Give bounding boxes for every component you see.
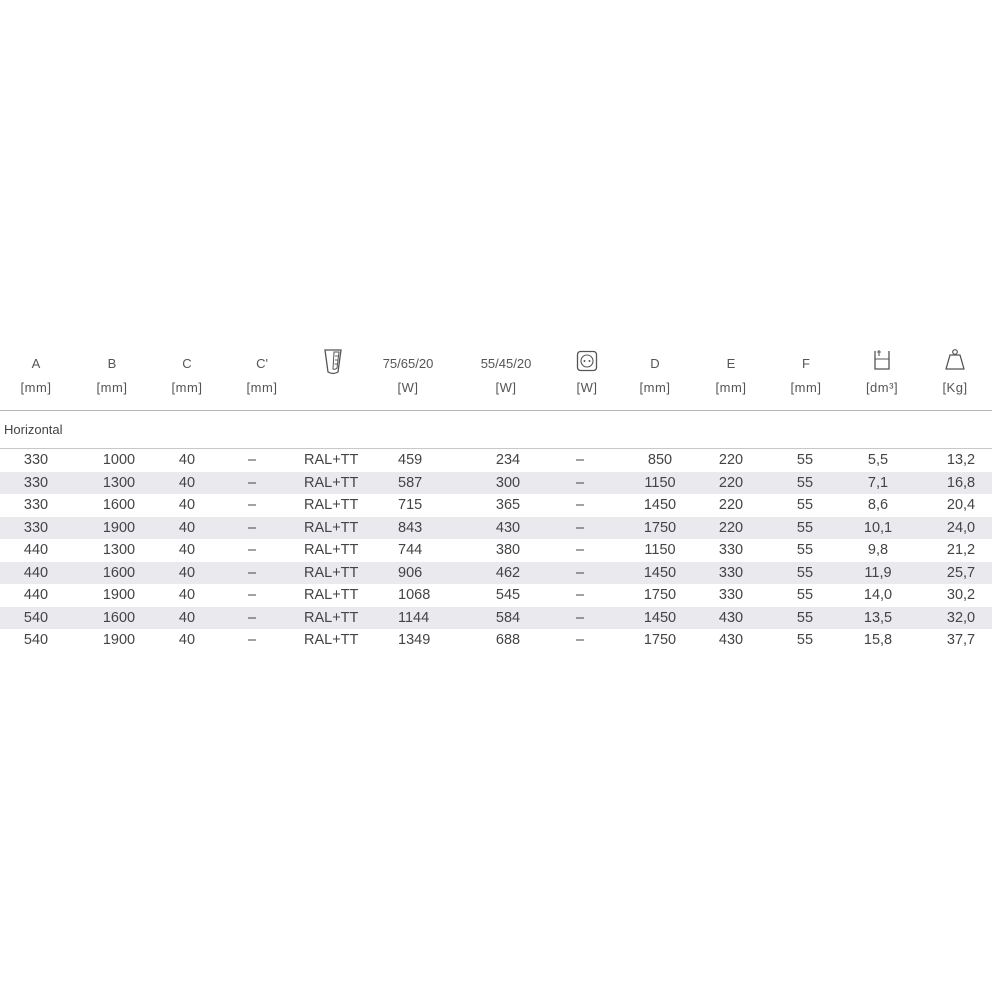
weight-icon bbox=[944, 348, 966, 377]
cell-c-prime: – bbox=[247, 632, 257, 648]
table-row bbox=[0, 449, 992, 472]
cell-d: 850 bbox=[647, 452, 673, 468]
cell-electric: – bbox=[575, 564, 585, 581]
table-row bbox=[0, 539, 992, 562]
cell-c: 40 bbox=[178, 564, 196, 581]
cell-c: 40 bbox=[178, 632, 196, 648]
cell-finish: RAL+TT bbox=[304, 632, 359, 648]
cell-c: 40 bbox=[178, 609, 196, 626]
cell-finish: RAL+TT bbox=[304, 564, 359, 581]
cell-e: 330 bbox=[718, 587, 744, 603]
header-f-unit: [mm] bbox=[790, 380, 822, 395]
header-c-name: C bbox=[182, 356, 192, 371]
header-a-name: A bbox=[31, 356, 41, 371]
cell-output-55: 462 bbox=[495, 564, 521, 581]
table-row bbox=[0, 494, 992, 517]
cell-d: 1750 bbox=[643, 519, 677, 536]
cell-electric: – bbox=[575, 452, 585, 468]
section-label: Horizontal bbox=[4, 422, 63, 437]
table-header bbox=[0, 340, 992, 411]
cell-d: 1450 bbox=[643, 497, 677, 513]
cell-output-75: 1349 bbox=[398, 632, 431, 648]
header-d-unit: [mm] bbox=[639, 380, 671, 395]
header-output-55-name: 55/45/20 bbox=[480, 356, 532, 371]
cell-finish: RAL+TT bbox=[304, 497, 359, 513]
header-output-75-unit: [W] bbox=[397, 380, 419, 395]
cell-a: 330 bbox=[23, 497, 49, 513]
table-row bbox=[0, 584, 992, 607]
cell-water: 15,8 bbox=[863, 632, 893, 648]
header-c-prime-unit: [mm] bbox=[246, 380, 278, 395]
cell-water: 14,0 bbox=[863, 587, 893, 603]
cell-output-55: 584 bbox=[495, 609, 521, 626]
cell-b: 1600 bbox=[102, 609, 136, 626]
cell-d: 1150 bbox=[644, 474, 676, 491]
cell-a: 540 bbox=[23, 632, 49, 648]
header-e-unit: [mm] bbox=[715, 380, 747, 395]
cell-c: 40 bbox=[178, 519, 196, 536]
cell-electric: – bbox=[575, 474, 585, 491]
cell-finish: RAL+TT bbox=[304, 474, 359, 491]
cell-weight: 21,2 bbox=[946, 542, 976, 558]
cell-electric: – bbox=[575, 609, 585, 626]
cell-c-prime: – bbox=[247, 587, 257, 603]
cell-e: 220 bbox=[718, 474, 744, 491]
table-row bbox=[0, 517, 992, 540]
color-finish-icon bbox=[322, 348, 344, 381]
cell-f: 55 bbox=[796, 497, 814, 513]
cell-a: 330 bbox=[23, 452, 49, 468]
cell-output-55: 365 bbox=[495, 497, 521, 513]
cell-e: 220 bbox=[718, 519, 744, 536]
cell-weight: 37,7 bbox=[946, 632, 976, 648]
cell-e: 220 bbox=[718, 452, 744, 468]
cell-f: 55 bbox=[796, 452, 814, 468]
cell-weight: 32,0 bbox=[946, 609, 976, 626]
cell-water: 11,9 bbox=[864, 564, 892, 581]
cell-c-prime: – bbox=[247, 519, 257, 536]
header-f-name: F bbox=[802, 356, 810, 371]
cell-electric: – bbox=[575, 542, 585, 558]
cell-output-75: 459 bbox=[398, 452, 423, 468]
cell-water: 7,1 bbox=[867, 474, 889, 491]
cell-a: 440 bbox=[23, 542, 49, 558]
table-row bbox=[0, 562, 992, 585]
cell-c-prime: – bbox=[247, 452, 257, 468]
header-b-unit: [mm] bbox=[96, 380, 128, 395]
cell-electric: – bbox=[575, 632, 585, 648]
cell-c-prime: – bbox=[247, 474, 257, 491]
cell-c-prime: – bbox=[247, 497, 257, 513]
header-c-prime-name: C' bbox=[256, 356, 268, 371]
cell-b: 1300 bbox=[102, 542, 136, 558]
cell-b: 1600 bbox=[102, 564, 136, 581]
cell-a: 540 bbox=[23, 609, 49, 626]
cell-water: 13,5 bbox=[863, 609, 893, 626]
cell-a: 440 bbox=[23, 587, 49, 603]
cell-c: 40 bbox=[178, 587, 196, 603]
cell-output-75: 906 bbox=[398, 564, 423, 581]
cell-c-prime: – bbox=[247, 564, 257, 581]
cell-f: 55 bbox=[796, 587, 814, 603]
cell-f: 55 bbox=[796, 609, 814, 626]
header-weight-unit: [Kg] bbox=[942, 380, 968, 395]
cell-finish: RAL+TT bbox=[304, 609, 359, 626]
cell-b: 1900 bbox=[102, 519, 136, 536]
cell-c: 40 bbox=[178, 497, 196, 513]
cell-output-55: 688 bbox=[495, 632, 521, 648]
cell-d: 1450 bbox=[643, 564, 677, 581]
cell-electric: – bbox=[575, 497, 585, 513]
cell-output-75: 587 bbox=[398, 474, 423, 491]
cell-c: 40 bbox=[178, 542, 196, 558]
cell-b: 1600 bbox=[102, 497, 136, 513]
cell-c: 40 bbox=[178, 474, 196, 491]
cell-weight: 13,2 bbox=[946, 452, 976, 468]
cell-output-75: 1068 bbox=[398, 587, 431, 603]
cell-b: 1900 bbox=[102, 632, 136, 648]
cell-water: 10,1 bbox=[863, 519, 893, 536]
cell-e: 330 bbox=[718, 542, 744, 558]
cell-output-75: 1144 bbox=[398, 609, 430, 626]
cell-d: 1750 bbox=[643, 587, 677, 603]
cell-output-55: 430 bbox=[495, 519, 521, 536]
cell-output-55: 234 bbox=[495, 452, 521, 468]
header-water-unit: [dm³] bbox=[865, 380, 899, 395]
cell-f: 55 bbox=[796, 542, 814, 558]
cell-output-75: 715 bbox=[398, 497, 423, 513]
cell-a: 330 bbox=[23, 474, 49, 491]
cell-f: 55 bbox=[796, 474, 814, 491]
cell-b: 1900 bbox=[102, 587, 136, 603]
cell-weight: 20,4 bbox=[946, 497, 976, 513]
section-horizontal bbox=[0, 411, 992, 449]
spec-table bbox=[0, 340, 997, 652]
cell-output-55: 545 bbox=[495, 587, 521, 603]
table-body bbox=[0, 449, 997, 652]
cell-c-prime: – bbox=[247, 542, 257, 558]
cell-a: 330 bbox=[23, 519, 49, 536]
cell-e: 430 bbox=[718, 609, 744, 626]
cell-output-55: 380 bbox=[495, 542, 521, 558]
header-a-unit: [mm] bbox=[20, 380, 52, 395]
header-output-75-name: 75/65/20 bbox=[382, 356, 434, 371]
cell-d: 1450 bbox=[643, 609, 677, 626]
cell-f: 55 bbox=[796, 564, 814, 581]
cell-e: 220 bbox=[718, 497, 744, 513]
cell-f: 55 bbox=[796, 519, 814, 536]
header-e-name: E bbox=[726, 356, 736, 371]
cell-finish: RAL+TT bbox=[304, 519, 359, 536]
cell-e: 430 bbox=[718, 632, 744, 648]
cell-finish: RAL+TT bbox=[304, 587, 359, 603]
cell-d: 1750 bbox=[643, 632, 677, 648]
water-volume-icon bbox=[872, 348, 892, 377]
cell-output-75: 744 bbox=[398, 542, 423, 558]
cell-e: 330 bbox=[718, 564, 744, 581]
cell-b: 1300 bbox=[102, 474, 136, 491]
cell-water: 9,8 bbox=[867, 542, 889, 558]
cell-weight: 24,0 bbox=[946, 519, 976, 536]
cell-c-prime: – bbox=[247, 609, 257, 626]
header-c-unit: [mm] bbox=[171, 380, 203, 395]
table-row bbox=[0, 472, 992, 495]
cell-d: 1150 bbox=[644, 542, 676, 558]
header-output-55-unit: [W] bbox=[495, 380, 517, 395]
header-b-name: B bbox=[107, 356, 117, 371]
cell-weight: 25,7 bbox=[946, 564, 976, 581]
header-electric-unit: [W] bbox=[576, 380, 598, 395]
cell-water: 8,6 bbox=[867, 497, 889, 513]
cell-electric: – bbox=[575, 519, 585, 536]
cell-output-55: 300 bbox=[495, 474, 521, 491]
cell-c: 40 bbox=[178, 452, 196, 468]
header-d-name: D bbox=[650, 356, 660, 371]
electric-socket-icon bbox=[576, 350, 598, 377]
cell-electric: – bbox=[575, 587, 585, 603]
cell-water: 5,5 bbox=[867, 452, 889, 468]
cell-a: 440 bbox=[23, 564, 49, 581]
cell-weight: 16,8 bbox=[946, 474, 976, 491]
cell-b: 1000 bbox=[102, 452, 136, 468]
cell-f: 55 bbox=[796, 632, 814, 648]
cell-finish: RAL+TT bbox=[304, 452, 359, 468]
table-row bbox=[0, 629, 992, 652]
cell-output-75: 843 bbox=[398, 519, 423, 536]
cell-finish: RAL+TT bbox=[304, 542, 359, 558]
cell-weight: 30,2 bbox=[946, 587, 976, 603]
table-row bbox=[0, 607, 992, 630]
